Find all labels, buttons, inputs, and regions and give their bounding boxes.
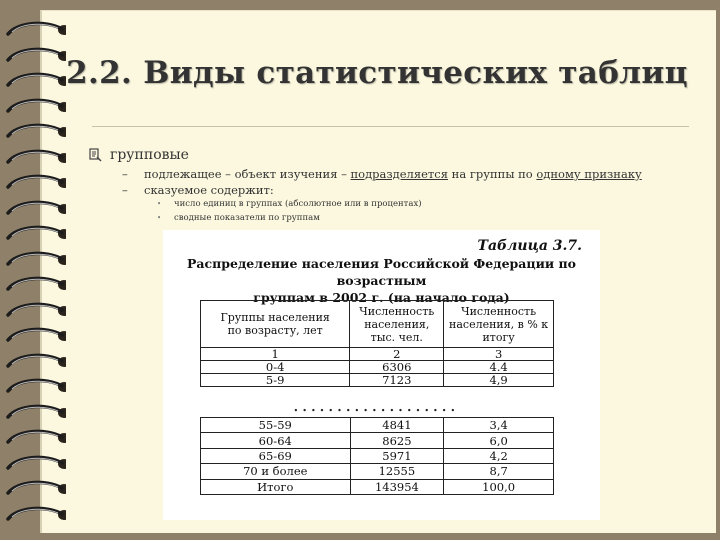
table-row: 5-9 7123 4,9 [201,374,554,387]
spiral-ring-icon [6,454,66,474]
spiral-ring-icon [6,505,66,525]
population-table-bottom [200,417,554,495]
spiral-ring-icon [6,403,66,423]
table-row: 70 и более 12555 8,7 [201,464,554,479]
table-row: 65-69 5971 4,2 [201,448,554,463]
slide-title: 2.2. Виды статистических таблиц [66,55,688,91]
spiral-ring-icon [6,479,66,499]
table-row: 0-4 6306 4.4 [201,361,554,374]
table-caption: Распределение населения Российской Федерации по возрастным группам в 2002 г. (на начало года) [187,256,576,305]
spiral-ring-icon [6,199,66,219]
table-row: 60-64 8625 6,0 [201,433,554,448]
bullet-level2-2: – сказуемое содержит: [122,183,274,197]
spiral-ring-icon [6,97,66,117]
spiral-ring-icon [6,173,66,193]
pin-icon [88,148,102,162]
spiral-ring-icon [6,275,66,295]
table-break-marker: ................... [293,395,459,416]
table-header-row [201,301,554,348]
table-image [163,230,600,520]
spiral-ring-icon [6,20,66,40]
bullet-level3-1: • число единиц в группах (абсолютное или в процентах) [157,199,422,209]
table-row-total: Итого 143954 100,0 [201,479,554,494]
bullet-level1-text: групповые [110,147,189,163]
table-row: 55-59 4841 3,4 [201,418,554,433]
title-divider [92,126,689,127]
spiral-ring-icon [6,377,66,397]
header-percent: Численность населения, в % к итогу [444,301,554,348]
table-number: Таблица 3.7. [477,238,582,254]
header-age-group: Группы населения по возрасту, лет [201,301,350,348]
bullet-level1 [88,147,189,163]
column-number-row: 1 2 3 [201,348,554,361]
spiral-ring-icon [6,352,66,372]
spiral-ring-icon [6,301,66,321]
spiral-ring-icon [6,428,66,448]
bullet-level2-1: – подлежащее – объект изучения – подразделяется на группы по одному признаку [122,167,642,181]
spiral-ring-icon [6,326,66,346]
spiral-ring-icon [6,224,66,244]
spiral-ring-icon [6,122,66,142]
population-table-top [200,300,554,387]
bullet-level3-2: • сводные показатели по группам [157,213,320,223]
spiral-ring-icon [6,250,66,270]
spiral-ring-icon [6,148,66,168]
header-population: Численность населения, тыс. чел. [350,301,444,348]
